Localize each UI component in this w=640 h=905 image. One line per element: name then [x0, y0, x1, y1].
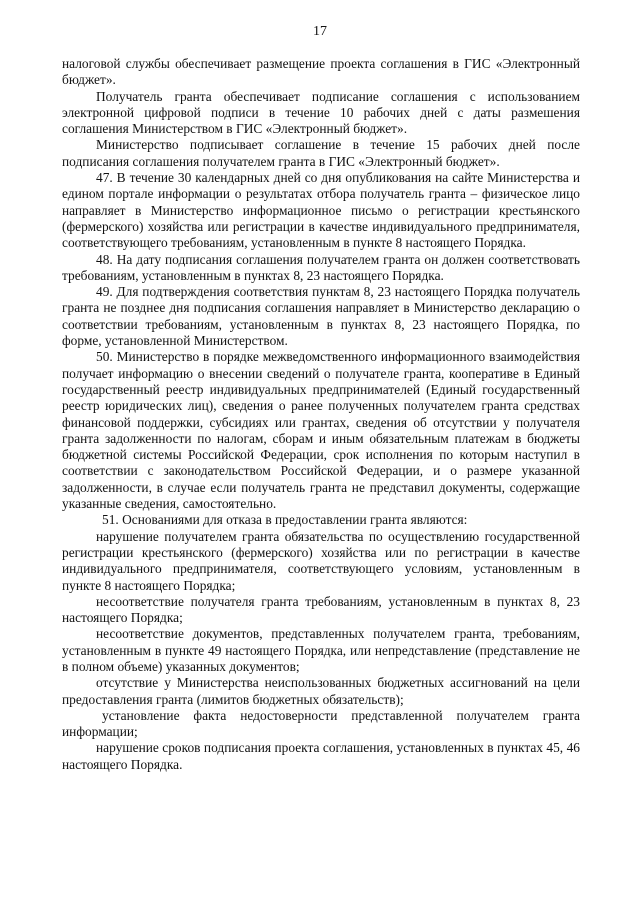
paragraph-ministry-signing: Министерство подписывает соглашение в течение 15 рабочих дней после подписания соглашения получателем гранта в ГИС «Электронный бюджет».: [62, 137, 580, 169]
refusal-reason-deadline: нарушение сроков подписания проекта соглашения, установленных в пунктах 45, 46 настоящего Порядка.: [62, 740, 580, 772]
paragraph-grant-signing: Получатель гранта обеспечивает подписание соглашения с использованием электронной цифровой подписи в течение 10 рабочих дней с даты размешения соглашения Министерством в ГИС «Электронный бюджет».: [62, 88, 580, 137]
refusal-reason-requirements: несоответствие получателя гранта требованиям, установленным в пунктах 8, 23 настоящего Порядка;: [62, 593, 580, 626]
page-number: 17: [313, 24, 327, 39]
paragraph-50: 50. Министерство в порядке межведомственного информационного взаимодействия получает информацию о внесении сведений о получателе гранта, кооперативе в Единый государственный реестр индивидуальных предпринимателей (Единый государственный реестр юридических лиц), сведения о ранее полученных получателем гранта средствах финансовой поддержки, субсидиях или грантах, сведения об отсутствии у получателя гранта задолженности по налогам, сборам и иным обязательным платежам в бюджеты бюджетной системы Российской Федерации, срок исполнения по которым наступил в соответствии с законодательством Российской Федерации, и о размере указанной задолженности, в случае если получатель гранта не представил документы, содержащие указанные сведения, самостоятельно.: [62, 349, 580, 512]
document-body: [62, 56, 580, 773]
paragraph-51: 51. Основаниями для отказа в предоставлении гранта являются:: [102, 512, 468, 528]
paragraph-47: 47. В течение 30 календарных дней со дня опубликования на сайте Министерства и едином портале информации о результатах отбора получатель гранта – физическое лицо направляет в Министерство информационное письмо о регистрации крестьянского (фермерского) хозяйства или регистрации в качестве индивидуального предпринимателя, соответствующего требованиям, установленным в пункте 8 настоящего Порядка.: [62, 170, 580, 251]
refusal-reason-documents: несоответствие документов, представленных получателем гранта, требованиям, установленным в пункте 49 настоящего Порядка, или непредставление (представление не в полном объеме) указанных документов;: [62, 626, 580, 674]
paragraph-49: 49. Для подтверждения соответствия пунктам 8, 23 настоящего Порядка получатель гранта не позднее дня подписания соглашения направляет в Министерство декларацию о соответствии требованиям, установленным в пунктах 8, 23 настоящего Порядка, по форме, установленной Министерством.: [62, 284, 580, 349]
paragraph-continuation: налоговой службы обеспечивает размещение проекта соглашения в ГИС «Электронный бюджет».: [62, 56, 580, 88]
refusal-reason-registration: нарушение получателем гранта обязательства по осуществлению государственной регистрации крестьянского (фермерского) хозяйства или по регистрации в качестве индивидуального предпринимателя, соответствующего условиям, установленным в пункте 8 настоящего Порядка;: [62, 528, 580, 593]
refusal-reason-false-info: установление факта недостоверности представленной получателем гранта информации;: [62, 707, 580, 740]
paragraph-48: 48. На дату подписания соглашения получателем гранта он должен соответствовать требованиям, установленным в пунктах 8, 23 настоящего Порядка.: [62, 251, 580, 283]
refusal-reason-budget: отсутствие у Министерства неиспользованных бюджетных ассигнований на цели предоставления гранта (лимитов бюджетных обязательств);: [62, 675, 580, 707]
